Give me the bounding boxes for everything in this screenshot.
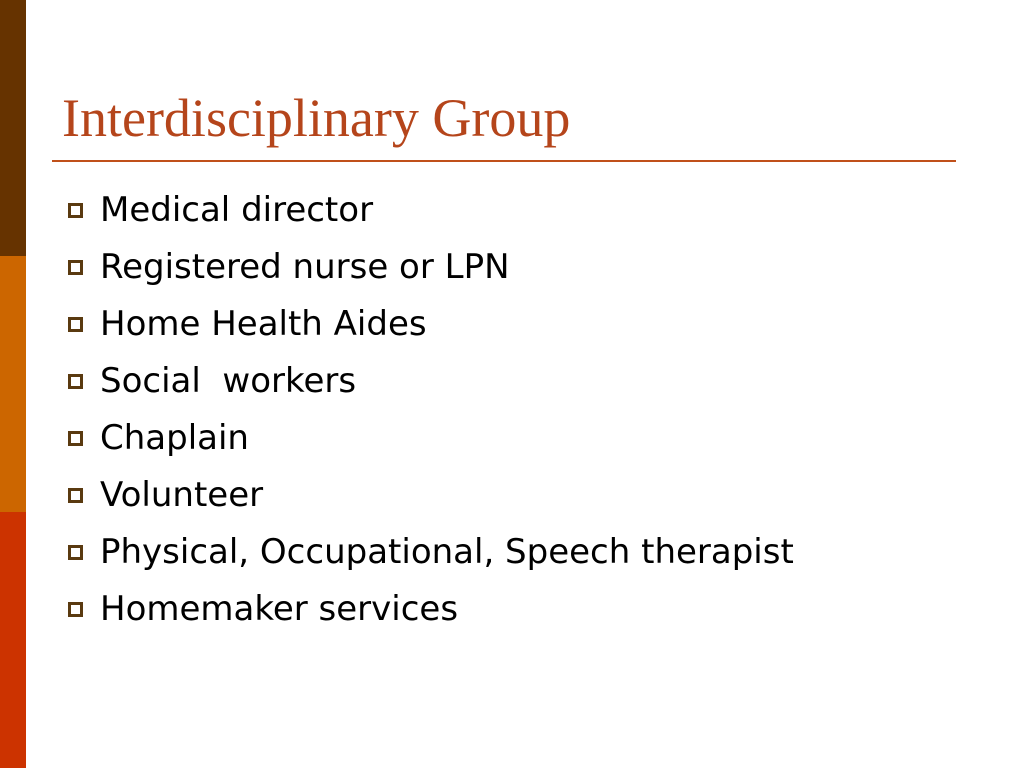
title-underline xyxy=(52,160,956,162)
side-bar-segment-bottom xyxy=(0,512,26,768)
side-bar-segment-top xyxy=(0,0,26,256)
side-bar-segment-middle xyxy=(0,256,26,512)
hollow-square-bullet-icon xyxy=(68,545,83,560)
list-item-text: Physical, Occupational, Speech therapist xyxy=(100,532,794,572)
hollow-square-bullet-icon xyxy=(68,260,83,275)
bullet-list xyxy=(66,182,794,638)
slide-title: Interdisciplinary Group xyxy=(62,88,571,148)
list-item-text: Homemaker services xyxy=(100,589,459,629)
list-item-text: Home Health Aides xyxy=(100,304,427,344)
list-item-text: Social workers xyxy=(100,361,357,401)
list-item xyxy=(66,410,794,467)
list-item-text: Registered nurse or LPN xyxy=(100,247,510,287)
list-item-text: Medical director xyxy=(100,190,374,230)
hollow-square-bullet-icon xyxy=(68,602,83,617)
hollow-square-bullet-icon xyxy=(68,488,83,503)
list-item-text: Chaplain xyxy=(100,418,249,458)
hollow-square-bullet-icon xyxy=(68,431,83,446)
list-item xyxy=(66,353,794,410)
hollow-square-bullet-icon xyxy=(68,317,83,332)
list-item xyxy=(66,296,794,353)
hollow-square-bullet-icon xyxy=(68,203,83,218)
list-item xyxy=(66,239,794,296)
list-item-text: Volunteer xyxy=(100,475,264,515)
hollow-square-bullet-icon xyxy=(68,374,83,389)
list-item xyxy=(66,182,794,239)
list-item xyxy=(66,581,794,638)
list-item xyxy=(66,467,794,524)
list-item xyxy=(66,524,794,581)
side-accent-bar xyxy=(0,0,26,768)
